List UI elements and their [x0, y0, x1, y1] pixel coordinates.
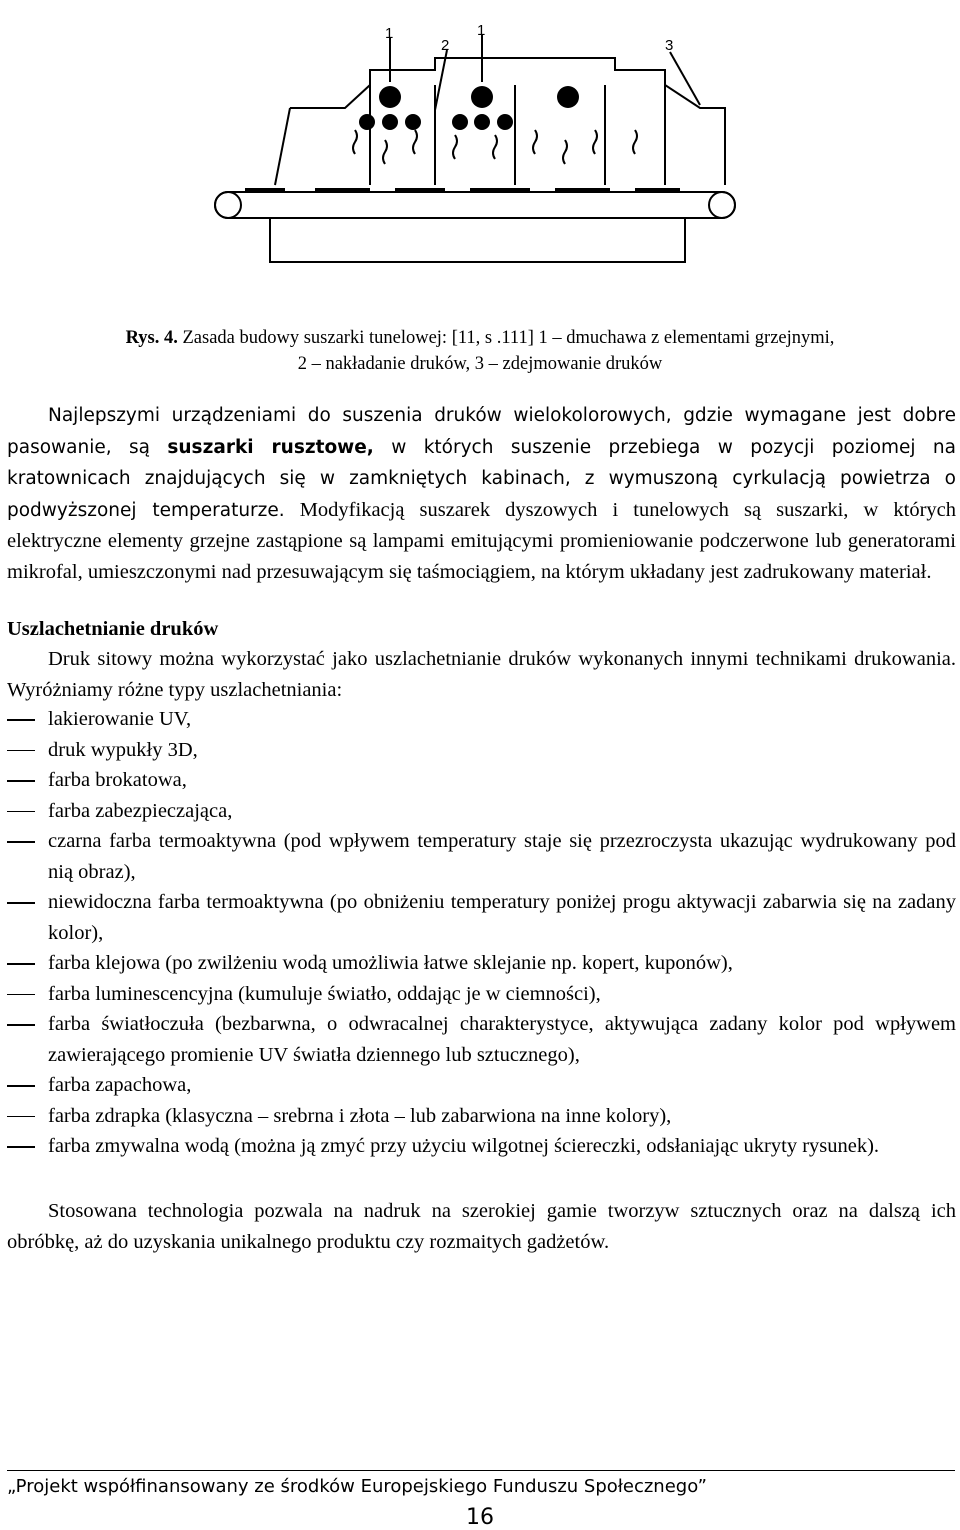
paragraph-dryers-part2: w których suszenie przebiega w pozycji poziomej na kratownicach znajdujących się w zamkniętych kabinach, z wymuszoną cyrkulacją powietrza o podwyższonej temperaturze.	[7, 436, 956, 521]
list-item-text: farba luminescencyjna (kumuluje światło, oddając je w ciemności),	[48, 982, 601, 1005]
caption-label: Rys. 4.	[125, 328, 178, 348]
list-item-text: farba zabezpieczająca,	[48, 799, 233, 822]
list-item-text: farba zapachowa,	[48, 1074, 192, 1096]
paragraph-dryers-part1: Najlepszymi urządzeniami do suszenia druków wielokolorowych, gdzie wymagane jest dobre pasowanie, są	[7, 405, 956, 458]
footer-text: „Projekt współfinansowany ze środków Europejskiego Funduszu Społecznego”	[7, 1476, 707, 1497]
list-item-text: czarna farba termoaktywna (pod wpływem temperatury staje się przezroczysta ukazując wydrukowany pod nią obraz),	[48, 830, 956, 883]
list-item-text: farba brokatowa,	[48, 769, 187, 791]
list-item	[7, 704, 956, 735]
dash-bullet	[7, 780, 35, 782]
page-number: 16	[466, 1505, 494, 1530]
paragraph-conclusion: Stosowana technologia pozwala na nadruk na szerokiej gamie tworzyw sztucznych oraz na dalszą ich obróbkę, aż do uzyskania unikalnego produktu czy rozmaitych gadżetów.	[7, 1200, 956, 1253]
section-heading: Uszlachetnianie druków	[7, 618, 219, 640]
dash-bullet	[7, 1085, 35, 1087]
footer-divider	[7, 1470, 955, 1471]
list-item	[7, 826, 956, 887]
dash-bullet	[7, 811, 35, 813]
figure-label-3: 3	[665, 37, 674, 54]
dash-bullet	[7, 902, 35, 904]
list-item	[7, 735, 956, 766]
list-item	[7, 1101, 956, 1132]
dash-bullet	[7, 994, 35, 996]
list-item-text: niewidoczna farba termoaktywna (po obniżeniu temperatury poniżej progu aktywacji zabarwia się na zadany kolor),	[48, 891, 956, 944]
list-item	[7, 1009, 956, 1070]
list-item	[7, 796, 956, 827]
paragraph-dryers	[7, 400, 956, 587]
list-item	[7, 765, 956, 796]
dash-bullet	[7, 1116, 35, 1118]
tunnel-dryer-diagram	[195, 0, 765, 300]
dash-bullet	[7, 963, 35, 965]
list-item-text: farba zdrapka (klasyczna – srebrna i złota – lub zabarwiona na inne kolory),	[48, 1104, 672, 1127]
dash-bullet	[7, 1024, 35, 1026]
list-item	[7, 1070, 956, 1101]
dash-bullet	[7, 719, 35, 721]
paragraph-finishing-intro: Druk sitowy można wykorzystać jako uszlachetnianie druków wykonanych innymi technikami drukowania. Wyróżniamy różne typy uszlachetniania:	[7, 648, 956, 701]
figure-label-2: 2	[441, 37, 450, 54]
dash-bullet	[7, 750, 35, 752]
list-item	[7, 1131, 956, 1162]
dash-bullet	[7, 1146, 35, 1148]
caption-text: Zasada budowy suszarki tunelowej: [11, s .111] 1 – dmuchawa z elementami grzejnymi,	[177, 328, 835, 348]
finishing-types-list	[7, 704, 956, 1162]
list-item	[7, 887, 956, 948]
paragraph-dryers-bold: suszarki rusztowe,	[167, 436, 374, 458]
figure-caption	[0, 325, 960, 377]
list-item	[7, 948, 956, 979]
list-item-text: farba światłoczuła (bezbarwna, o odwracalnej charakterystyce, aktywująca zadany kolor pod wpływem zawierającego promienie UV światła dziennego lub sztucznego),	[48, 1013, 956, 1066]
dash-bullet	[7, 841, 35, 843]
list-item	[7, 979, 956, 1010]
figure-label-1b: 1	[477, 22, 486, 39]
list-item-text: druk wypukły 3D,	[48, 738, 198, 761]
list-item-text: farba zmywalna wodą (można ją zmyć przy użyciu wilgotnej ściereczki, odsłaniając ukryty rysunek).	[48, 1135, 880, 1157]
list-item-text: farba klejowa (po zwilżeniu wodą umożliwia łatwe sklejanie np. kopert, kuponów),	[48, 952, 733, 974]
caption-line2: 2 – nakładanie druków, 3 – zdejmowanie druków	[297, 354, 663, 374]
figure-label-1a: 1	[385, 25, 394, 42]
paragraph-dryers-part3: Modyfikacją suszarek dyszowych i tunelowych są suszarki, w których elektryczne elementy grzejne zastąpione są lampami emitującymi promieniowanie podczerwone lub generatorami mikrofal, umieszczonymi nad przesuwającym się taśmociągiem, na którym układany jest zadrukowany materiał.	[7, 498, 956, 583]
list-item-text: lakierowanie UV,	[48, 708, 192, 730]
